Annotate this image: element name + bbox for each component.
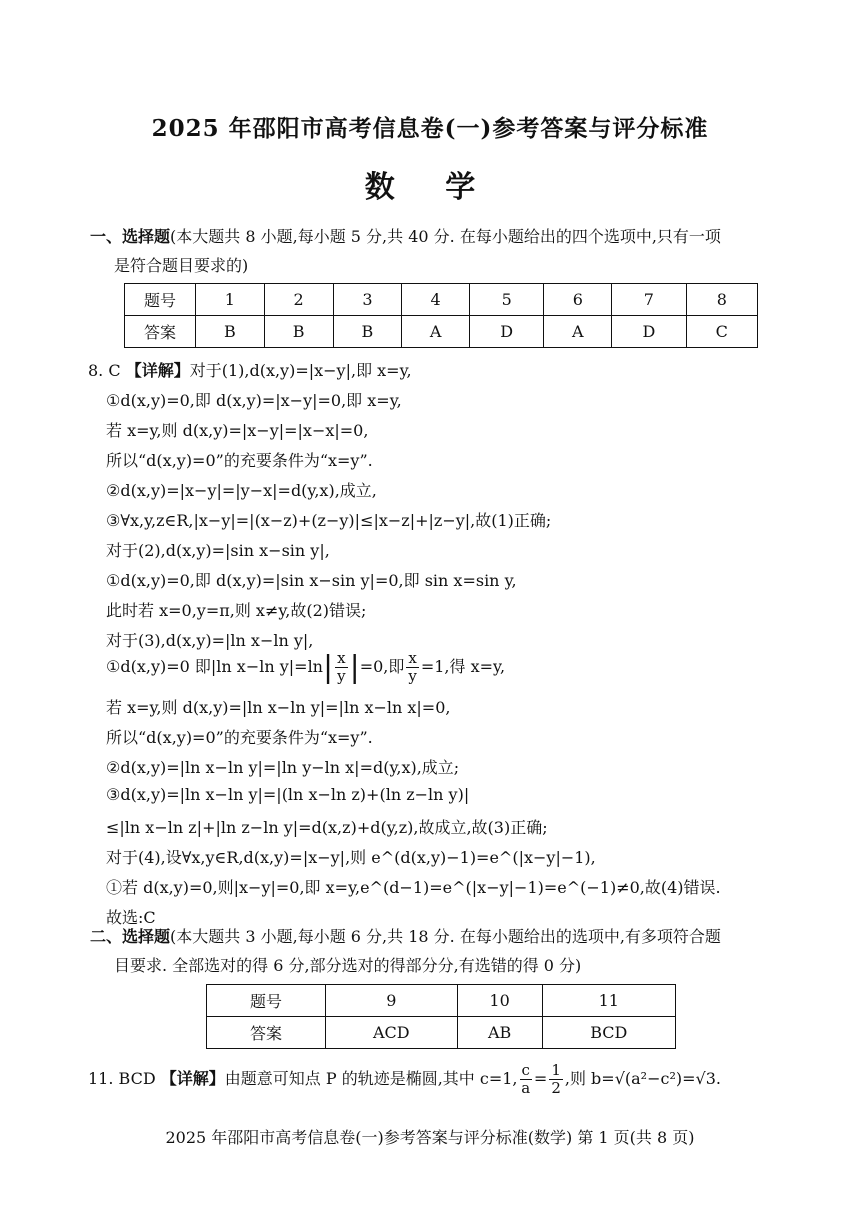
q11-head: 11. BCD <box>88 1069 161 1088</box>
q8-line-11 <box>106 650 505 685</box>
fraction-numerator: x <box>408 649 417 667</box>
q8-line-4: 所以“d(x,y)=0”的充要条件为“x=y”. <box>106 451 373 470</box>
row-label-answer: 答案 <box>207 1017 326 1049</box>
abs-bar-right: | <box>349 650 360 685</box>
answer-cell: AB <box>457 1017 542 1049</box>
fraction-x-over-y <box>335 650 347 685</box>
table-row <box>125 284 758 316</box>
answer-cell: B <box>333 316 402 348</box>
q8-line-9: 此时若 x=0,y=π,则 x≠y,故(2)错误; <box>106 601 367 620</box>
table-row <box>207 985 676 1017</box>
question-number: 2 <box>264 284 333 316</box>
fraction-denominator: 2 <box>551 1079 561 1097</box>
answer-cell: D <box>612 316 686 348</box>
question-number: 3 <box>333 284 402 316</box>
answer-cell: D <box>469 316 543 348</box>
fraction-one-half <box>549 1062 563 1097</box>
question-number: 8 <box>686 284 757 316</box>
q8-line-1-text: 对于(1),d(x,y)=|x−y|,即 x=y, <box>189 361 412 380</box>
answer-cell: A <box>402 316 470 348</box>
page-footer: 2025 年邵阳市高考信息卷(一)参考答案与评分标准(数学) 第 1 页(共 8 页) <box>165 1128 695 1147</box>
q8-line-13: 所以“d(x,y)=0”的充要条件为“x=y”. <box>106 728 373 747</box>
q8-line-1 <box>88 358 412 381</box>
answer-cell: C <box>686 316 757 348</box>
q8-line-10: 对于(3),d(x,y)=|ln x−ln y|, <box>106 631 314 650</box>
q8-line-14: ②d(x,y)=|ln x−ln y|=|ln y−ln x|=d(y,x),成立; <box>106 758 460 777</box>
section1-intro <box>90 222 790 280</box>
answer-cell: A <box>544 316 612 348</box>
q8-line-3: 若 x=y,则 d(x,y)=|x−y|=|x−x|=0, <box>106 421 369 440</box>
q8-line-18: ①若 d(x,y)=0,则|x−y|=0,即 x=y,e^(d−1)=e^(|x−y|−1)=e^(−1)≠0,故(4)错误. <box>106 878 721 897</box>
q8-line-8: ①d(x,y)=0,即 d(x,y)=|sin x−sin y|=0,即 sin x=sin y, <box>106 571 517 590</box>
row-label-answer: 答案 <box>125 316 196 348</box>
section2-intro <box>90 922 790 980</box>
q8-line-6: ③∀x,y,z∈R,|x−y|=|(x−z)+(z−y)|≤|x−z|+|z−y|,故(1)正确; <box>106 511 552 530</box>
question-number: 1 <box>196 284 265 316</box>
fraction-denominator: y <box>337 667 346 685</box>
section2-heading: 二、选择题 <box>90 927 171 946</box>
fraction-denominator: y <box>408 667 417 685</box>
q11-line-1 <box>88 1062 721 1097</box>
q8-detail-tag: 【详解】 <box>125 361 190 380</box>
answer-cell: B <box>196 316 265 348</box>
q8-line-12: 若 x=y,则 d(x,y)=|ln x−ln y|=|ln x−ln x|=0, <box>106 698 451 717</box>
q8-line-5: ②d(x,y)=|x−y|=|y−x|=d(y,x),成立, <box>106 481 377 500</box>
q8-line-19: 故选:C <box>106 908 156 927</box>
fraction-numerator: 1 <box>551 1061 561 1079</box>
subject-title: 数 学 <box>364 170 496 205</box>
q8-line-17: 对于(4),设∀x,y∈R,d(x,y)=|x−y|,则 e^(d(x,y)−1)=e^(|x−y|−1), <box>106 848 596 867</box>
question-number: 5 <box>469 284 543 316</box>
q8-line-15: ③d(x,y)=|ln x−ln y|=|(ln x−ln z)+(ln z−ln y)| <box>106 785 470 804</box>
table-row <box>125 316 758 348</box>
q8-line-16: ≤|ln x−ln z|+|ln z−ln y|=d(x,z)+d(y,z),故成立,故(3)正确; <box>106 818 548 837</box>
document-title: 2025 年邵阳市高考信息卷(一)参考答案与评分标准 <box>151 115 709 142</box>
row-label-question: 题号 <box>207 985 326 1017</box>
fraction-x-over-y-2 <box>406 650 418 685</box>
q8-line-7: 对于(2),d(x,y)=|sin x−sin y|, <box>106 541 330 560</box>
q8-line-11-b: =0,即 <box>359 657 405 676</box>
section2-desc-line2: 目要求. 全部选对的得 6 分,部分选对的得部分分,有选错的得 0 分) <box>114 956 582 975</box>
fraction-numerator: x <box>337 649 346 667</box>
q11-text-b: ,则 b=√(a²−c²)=√3. <box>564 1069 721 1088</box>
row-label-question: 题号 <box>125 284 196 316</box>
q11-text-a: 由题意可知点 P 的轨迹是椭圆,其中 c=1, <box>224 1069 518 1088</box>
q8-head: 8. C <box>88 361 126 380</box>
question-number: 9 <box>326 985 458 1017</box>
answer-cell: BCD <box>542 1017 675 1049</box>
section1-heading: 一、选择题 <box>90 227 171 246</box>
answer-cell: ACD <box>326 1017 458 1049</box>
section1-answer-table <box>124 283 758 348</box>
answer-cell: B <box>264 316 333 348</box>
fraction-c-over-a <box>520 1062 532 1097</box>
question-number: 4 <box>402 284 470 316</box>
question-number: 7 <box>612 284 686 316</box>
q8-line-2: ①d(x,y)=0,即 d(x,y)=|x−y|=0,即 x=y, <box>106 391 402 410</box>
section1-desc-line1: (本大题共 8 小题,每小题 5 分,共 40 分. 在每小题给出的四个选项中,只有一项 <box>170 227 721 246</box>
section1-desc-line2: 是符合题目要求的) <box>114 256 249 275</box>
q11-detail-tag: 【详解】 <box>160 1069 225 1088</box>
section2-desc-line1: (本大题共 3 小题,每小题 6 分,共 18 分. 在每小题给出的选项中,有多项符合题 <box>170 927 721 946</box>
table-row <box>207 1017 676 1049</box>
section2-answer-table <box>206 984 676 1049</box>
q8-line-11-c: =1,得 x=y, <box>420 657 506 676</box>
question-number: 11 <box>542 985 675 1017</box>
q8-line-11-a: ①d(x,y)=0 即|ln x−ln y|=ln <box>106 657 323 676</box>
question-number: 10 <box>457 985 542 1017</box>
abs-bar-left: | <box>323 650 334 685</box>
fraction-numerator: c <box>521 1061 530 1079</box>
q11-equals: = <box>533 1069 548 1088</box>
fraction-denominator: a <box>521 1079 531 1097</box>
question-number: 6 <box>544 284 612 316</box>
